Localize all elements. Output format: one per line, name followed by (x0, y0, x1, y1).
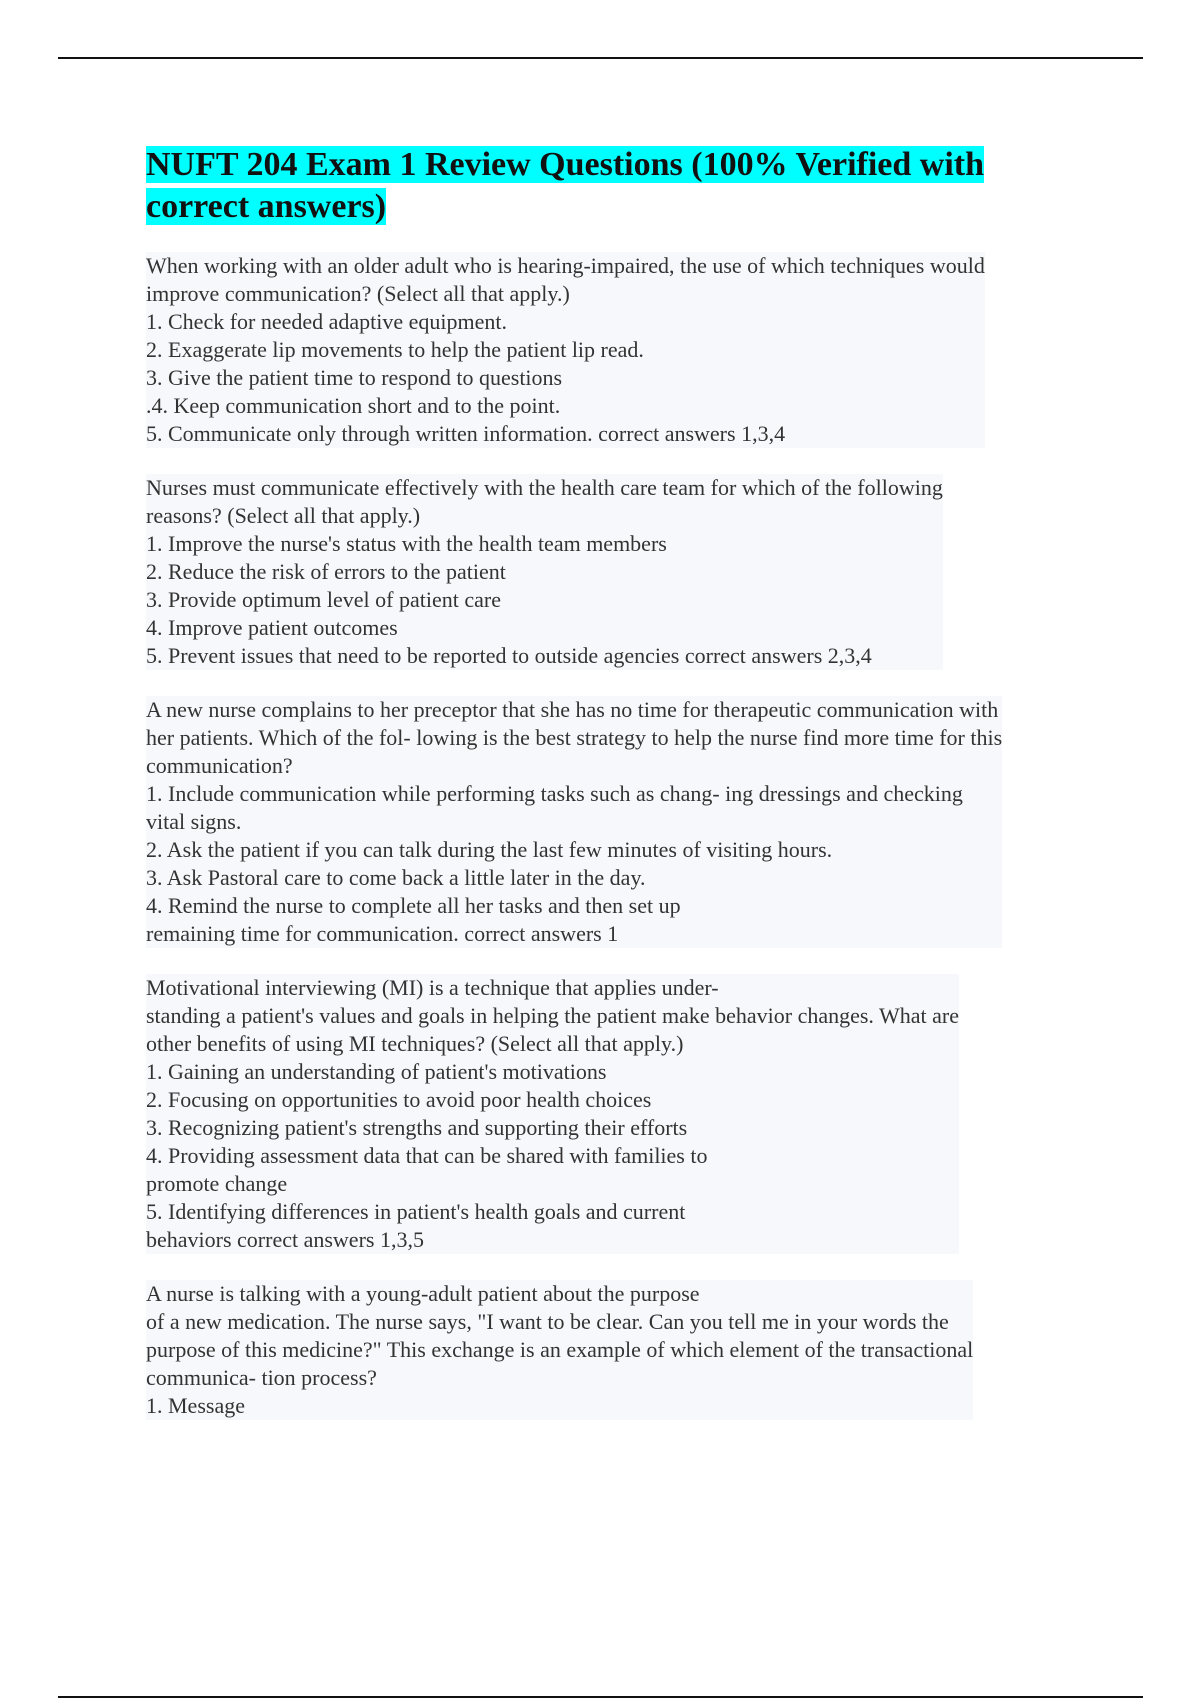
answer-option: 5. Prevent issues that need to be reported to outside agencies correct answers 2,3,4 (146, 643, 872, 668)
answer-option: 3. Provide optimum level of patient care (146, 587, 501, 612)
question-text: communica- tion process? (146, 1365, 377, 1390)
question-text: her patients. Which of the fol- lowing is the best strategy to help the nurse find more time for this (146, 725, 1003, 750)
document-body (146, 144, 1106, 1446)
answer-option: behaviors correct answers 1,3,5 (146, 1227, 424, 1252)
question-text: A nurse is talking with a young-adult patient about the purpose (146, 1281, 700, 1306)
question-text: Nurses must communicate effectively with the health care team for which of the following (146, 475, 943, 500)
header-rule (58, 57, 1143, 59)
question-text: improve communication? (Select all that apply.) (146, 281, 570, 306)
question-text: Motivational interviewing (MI) is a technique that applies under- (146, 975, 719, 1000)
answer-option: 1. Improve the nurse's status with the health team members (146, 531, 667, 556)
answer-option: remaining time for communication. correct answers 1 (146, 921, 619, 946)
answer-option: 1. Gaining an understanding of patient's motivations (146, 1059, 607, 1084)
answer-option: 5. Identifying differences in patient's health goals and current (146, 1199, 686, 1224)
answer-option: 1. Include communication while performing tasks such as chang- ing dressings and checking (146, 781, 963, 806)
question-text: of a new medication. The nurse says, "I want to be clear. Can you tell me in your words the (146, 1309, 949, 1334)
answer-option: promote change (146, 1171, 288, 1196)
answer-option: 2. Focusing on opportunities to avoid poor health choices (146, 1087, 652, 1112)
answer-option: 3. Ask Pastoral care to come back a little later in the day. (146, 865, 646, 890)
question-text: reasons? (Select all that apply.) (146, 503, 421, 528)
question-text: A new nurse complains to her preceptor that she has no time for therapeutic communication with (146, 697, 999, 722)
answer-option: 4. Providing assessment data that can be shared with families to (146, 1143, 708, 1168)
answer-option: 3. Give the patient time to respond to questions (146, 365, 563, 390)
answer-option: 3. Recognizing patient's strengths and supporting their efforts (146, 1115, 688, 1140)
title-line: NUFT 204 Exam 1 Review Questions (100% Verified with (146, 146, 985, 183)
answer-option: 1. Message (146, 1393, 245, 1418)
answer-option: 5. Communicate only through written information. correct answers 1,3,4 (146, 421, 786, 446)
answer-option: vital signs. (146, 809, 242, 834)
question-text: When working with an older adult who is hearing-impaired, the use of which techniques would (146, 253, 985, 278)
answer-option: 2. Exaggerate lip movements to help the patient lip read. (146, 337, 644, 362)
question-block (146, 252, 985, 448)
question-block (146, 696, 1002, 948)
answer-option: .4. Keep communication short and to the point. (146, 393, 561, 418)
question-block (146, 474, 943, 670)
question-text: purpose of this medicine?" This exchange is an example of which element of the transactional (146, 1337, 974, 1362)
document-title (146, 144, 1106, 228)
answer-option: 2. Ask the patient if you can talk during the last few minutes of visiting hours. (146, 837, 833, 862)
question-text: other benefits of using MI techniques? (Select all that apply.) (146, 1031, 684, 1056)
question-block (146, 1280, 973, 1420)
question-text: standing a patient's values and goals in helping the patient make behavior changes. What are (146, 1003, 960, 1028)
answer-option: 4. Improve patient outcomes (146, 615, 398, 640)
answer-option: 2. Reduce the risk of errors to the patient (146, 559, 506, 584)
answer-option: 4. Remind the nurse to complete all her tasks and then set up (146, 893, 681, 918)
footer-rule (58, 1696, 1143, 1698)
question-text: communication? (146, 753, 293, 778)
title-line: correct answers) (146, 188, 387, 225)
answer-option: 1. Check for needed adaptive equipment. (146, 309, 508, 334)
question-block (146, 974, 959, 1254)
